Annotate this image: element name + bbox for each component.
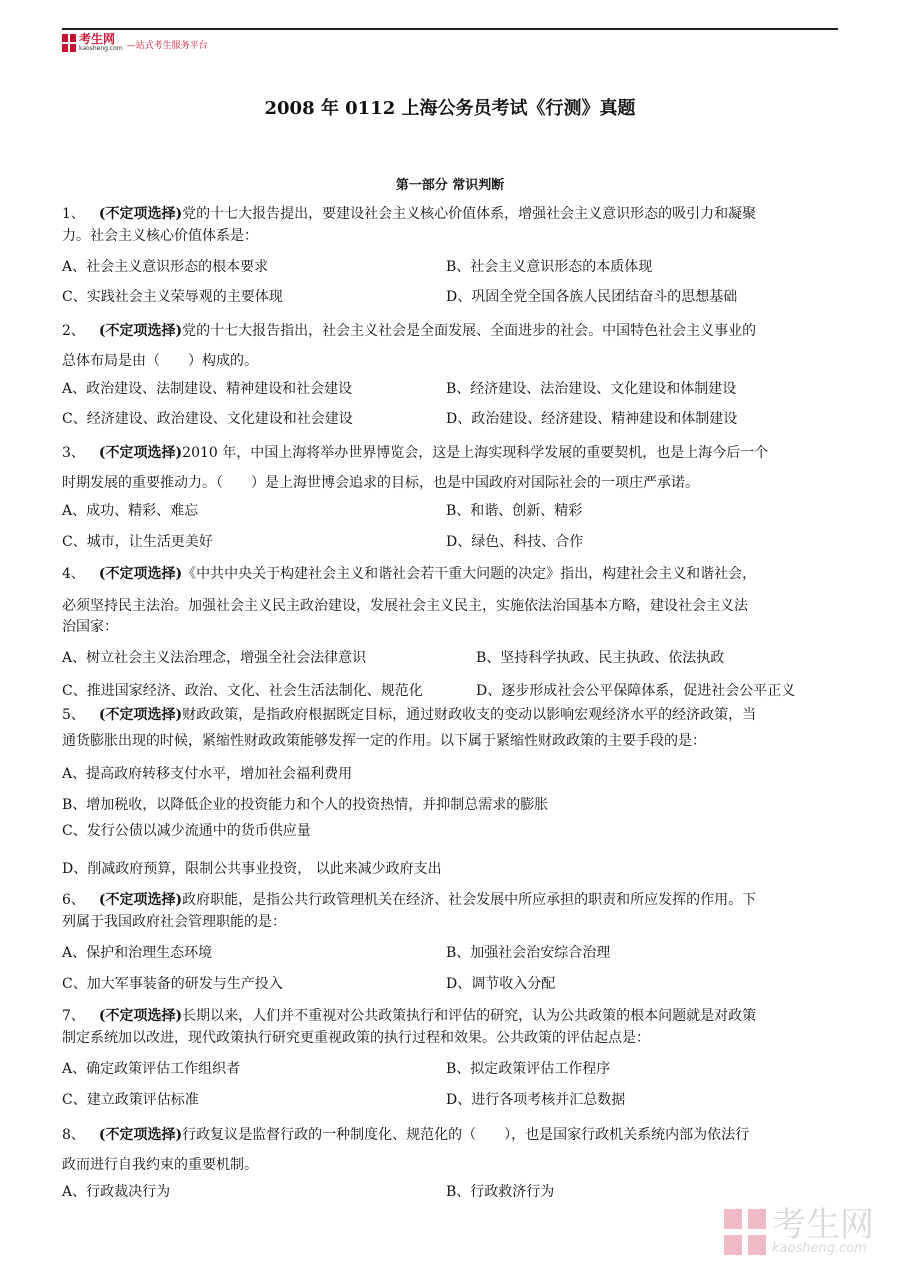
logo-mark-icon	[62, 34, 76, 52]
question-type: (不定项选择)	[98, 1008, 183, 1024]
question-stem-line1: 党的十七大报告指出，社会主义社会是全面发展、全面进步的社会。中国特色社会主义事业的	[182, 323, 757, 339]
option-c[interactable]: C、城市，让生活更美好	[62, 534, 213, 550]
question-4-line2	[62, 596, 852, 616]
question-stem-line2: 列属于我国政府社会管理职能的是：	[62, 914, 286, 930]
options-row	[62, 287, 838, 307]
option-a[interactable]: A、提高政府转移支付水平，增加社会福利费用	[62, 766, 353, 782]
question-1	[62, 203, 838, 247]
option-a[interactable]: A、确定政策评估工作组织者	[62, 1061, 241, 1077]
option-c[interactable]: C、发行公债以减少流通中的货币供应量	[62, 823, 311, 839]
watermark-mark-icon	[724, 1209, 766, 1255]
question-8	[62, 1120, 838, 1180]
option-c[interactable]: C、推进国家经济、政治、文化、社会生活法制化、规范化	[62, 683, 423, 699]
option-a[interactable]: A、成功、精彩、难忘	[62, 503, 199, 519]
option-b[interactable]: B、增加税收，以降低企业的投资能力和个人的投资热情，并抑制总需求的膨胀	[62, 797, 549, 813]
question-stem-line1: 财政政策，是指政府根据既定目标，通过财政收支的变动以影响宏观经济水平的经济政策，当	[182, 707, 757, 723]
watermark-logo	[724, 1205, 874, 1256]
watermark-name: 考生网	[772, 1205, 874, 1245]
question-4-line1	[62, 564, 852, 584]
question-4-line3	[62, 617, 852, 637]
option-c[interactable]: C、建立政策评估标准	[62, 1092, 199, 1108]
options-row	[62, 1090, 838, 1110]
question-stem-line2: 通货膨胀出现的时候，紧缩性财政政策能够发挥一定的作用。以下属于紧缩性财政政策的主要手段的是：	[62, 733, 706, 749]
question-stem-line2: 政而进行自我约束的重要机制。	[62, 1157, 258, 1173]
question-stem-line2: 总体布局是由（ ）构成的。	[62, 353, 258, 369]
question-type: (不定项选择)	[98, 707, 183, 723]
option-d[interactable]: D、逐步形成社会公平保障体系，促进社会公平正义	[476, 683, 796, 699]
option-a[interactable]: A、保护和治理生态环境	[62, 945, 213, 961]
option-d[interactable]: D、进行各项考核并汇总数据	[446, 1092, 626, 1108]
logo-text	[79, 33, 123, 52]
options-row	[62, 681, 838, 701]
question-type: (不定项选择)	[98, 206, 183, 222]
question-stem-line2: 制定系统加以改进，现代政策执行研究更重视政策的执行过程和效果。公共政策的评估起点是：	[62, 1030, 650, 1046]
options-row	[62, 501, 838, 521]
question-type: (不定项选择)	[98, 323, 183, 339]
option-a[interactable]: A、树立社会主义法治理念，增强全社会法律意识	[62, 650, 367, 666]
option-d[interactable]: D、巩固全党全国各族人民团结奋斗的思想基础	[446, 289, 738, 305]
question-number: 4、	[62, 566, 85, 582]
option-d[interactable]: D、绿色、科技、合作	[446, 534, 584, 550]
option-d[interactable]: D、政治建设、经济建设、精神建设和体制建设	[446, 411, 738, 427]
option-b[interactable]: B、坚持科学执政、民主执政、依法执政	[476, 650, 725, 666]
question-type: (不定项选择)	[98, 445, 183, 461]
question-stem-line2: 力。社会主义核心价值体系是：	[62, 228, 258, 244]
watermark-text	[772, 1205, 874, 1256]
logo-name: 考生网	[79, 32, 116, 46]
page-title: 2008 年 0112 上海公务员考试《行测》真题	[264, 98, 636, 119]
option-a[interactable]: A、政治建设、法制建设、精神建设和社会建设	[62, 381, 353, 397]
option-c[interactable]: C、实践社会主义荣辱观的主要体现	[62, 289, 283, 305]
option-b[interactable]: B、加强社会治安综合治理	[446, 945, 611, 961]
option-d[interactable]: D、削减政府预算，限制公共事业投资， 以此来减少政府支出	[62, 861, 442, 877]
option-b[interactable]: B、拟定政策评估工作程序	[446, 1061, 611, 1077]
question-number: 7、	[62, 1008, 85, 1024]
question-3	[62, 438, 838, 498]
logo-domain: kaosheng.com	[79, 45, 123, 52]
question-5-line2	[62, 731, 852, 751]
question-type: (不定项选择)	[98, 892, 183, 908]
question-number: 8、	[62, 1127, 85, 1143]
question-stem-line1: 党的十七大报告提出，要建设社会主义核心价值体系，增强社会主义意识形态的吸引力和凝聚	[182, 206, 757, 222]
options-row	[62, 532, 838, 552]
option-a[interactable]: A、社会主义意识形态的根本要求	[62, 259, 269, 275]
option-a[interactable]: A、行政裁决行为	[62, 1184, 171, 1200]
options-row	[62, 409, 838, 429]
question-stem-line1: 长期以来，人们并不重视对公共政策执行和评估的研究，认为公共政策的根本问题就是对政策	[182, 1008, 757, 1024]
options-row	[62, 1182, 838, 1202]
section-heading: 第一部分 常识判断	[395, 178, 505, 193]
options-row	[62, 974, 838, 994]
option-b[interactable]: B、社会主义意识形态的本质体现	[446, 259, 653, 275]
question-5-line1	[62, 705, 852, 725]
option-b[interactable]: B、行政救济行为	[446, 1184, 555, 1200]
question-stem-line2: 必须坚持民主法治。加强社会主义民主政治建设，发展社会主义民主，实施依法治国基本方略，建设社会主义法	[62, 598, 748, 614]
options-row	[62, 943, 838, 963]
option-c[interactable]: C、经济建设、政治建设、文化建设和社会建设	[62, 411, 353, 427]
logo-slogan: —站式考生服务平台	[126, 41, 208, 51]
question-number: 1、	[62, 206, 85, 222]
options-row	[62, 257, 838, 277]
options-row	[62, 379, 838, 399]
question-number: 5、	[62, 707, 85, 723]
site-logo[interactable]	[62, 33, 208, 52]
question-stem-line1: 2010 年，中国上海将举办世界博览会，这是上海实现科学发展的重要契机，也是上海今后一个	[182, 445, 769, 461]
question-7	[62, 1005, 838, 1049]
question-stem-line2: 时期发展的重要推动力。（ ）是上海世博会追求的目标，也是中国政府对国际社会的一项庄严承诺。	[62, 475, 699, 491]
option-b[interactable]: B、经济建设、法治建设、文化建设和体制建设	[446, 381, 737, 397]
option-d[interactable]: D、调节收入分配	[446, 976, 556, 992]
question-stem-line1: 《中共中央关于构建社会主义和谐社会若干重大问题的决定》指出，构建社会主义和谐社会，	[182, 566, 757, 582]
question-2	[62, 316, 838, 376]
question-number: 3、	[62, 445, 85, 461]
options-row	[62, 648, 838, 668]
question-number: 2、	[62, 323, 85, 339]
question-number: 6、	[62, 892, 85, 908]
option-b[interactable]: B、和谐、创新、精彩	[446, 503, 583, 519]
header-rule	[62, 28, 838, 30]
question-type: (不定项选择)	[98, 566, 183, 582]
question-type: (不定项选择)	[98, 1127, 183, 1143]
question-stem-line3: 治国家：	[62, 619, 118, 635]
question-6	[62, 889, 838, 933]
options-row	[62, 1059, 838, 1079]
option-c[interactable]: C、加大军事装备的研发与生产投入	[62, 976, 283, 992]
question-stem-line1: 政府职能，是指公共行政管理机关在经济、社会发展中所应承担的职责和所应发挥的作用。下	[182, 892, 757, 908]
watermark-domain: kaosheng.com	[772, 1241, 867, 1256]
question-stem-line1: 行政复议是监督行政的一种制度化、规范化的（ ），也是国家行政机关系统内部为依法行	[182, 1127, 750, 1143]
